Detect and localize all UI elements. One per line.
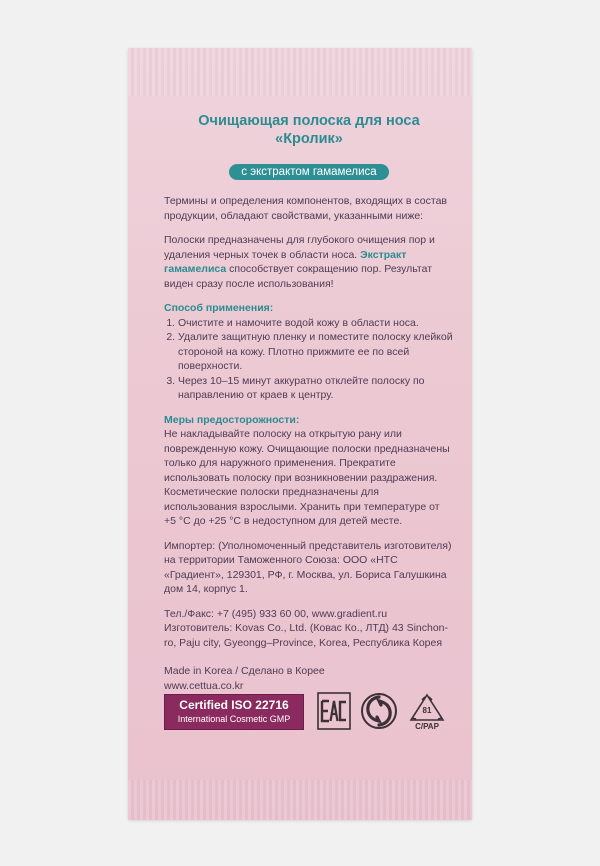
title-line-2: «Кролик» [275, 131, 343, 147]
description-highlight: Экстракт гамамелиса [164, 248, 407, 275]
bottom-seal [128, 780, 472, 820]
iso-main-text: Certified ISO 22716 [179, 698, 289, 712]
usage-heading: Способ применения: [164, 302, 274, 314]
pap-label: C/PAP [415, 722, 439, 731]
product-title [164, 112, 454, 148]
precautions-heading: Меры предосторожности: [164, 413, 300, 426]
usage-steps [164, 316, 454, 403]
made-in-text: Made in Korea / Сделано в Корее [164, 665, 325, 677]
badge-wrap [164, 162, 454, 180]
iso-badge [164, 694, 304, 730]
eac-mark-icon [317, 692, 351, 730]
label-content [164, 112, 454, 693]
description [164, 233, 454, 291]
iso-sub-text: International Cosmetic GMP [177, 714, 291, 724]
extract-badge: с экстрактом гамамелиса [229, 164, 388, 180]
usage-step: 1. Очистите и намочите водой кожу в области носа. [178, 316, 454, 331]
description-text-2: способствует сокращению пор. Результат виден сразу после использования! [164, 263, 433, 290]
pap-recycling-mark [405, 692, 449, 734]
pap-number: 81 [422, 706, 432, 715]
green-dot-icon [360, 692, 398, 730]
sachet [128, 48, 472, 820]
description-text-1: Полоски предназначены для глубокого очищения пор и удаления черных точек в области носа. [164, 234, 435, 261]
top-seal [128, 48, 472, 96]
title-line-1: Очищающая полоска для носа [198, 113, 420, 129]
intro-text: Термины и определения компонентов, входящих в состав продукции, обладают свойствами, указанными ниже: [164, 195, 447, 222]
importer-text: Импортер: (Уполномоченный представитель изготовителя) на территории Таможенного Союза: ООО «НТС «Градиент», 129301, РФ, г. Москва, ул. Бориса Галушкина дом 14, корпус 1. [164, 539, 452, 595]
precautions-text: Не накладывайте полоску на открытую рану или поврежденную кожу. Очищающие полоски предназначены только для наружного применения. Прекратите использовать полоску при возникновении раздражения. Косметические полоски предназначены для использования взрослыми. Хранить при температуре от +5 °С до +25 °С в недоступном для детей месте. [164, 428, 450, 527]
usage-step: 2. Удалите защитную пленку и поместите полоску клейкой стороной на кожу. Плотно прижмите ее по всей поверхности. [178, 330, 454, 374]
contacts-text: Тел./Факс: +7 (495) 933 60 00, www.gradient.ru Изготовитель: Kovas Co., Ltd. (Ковас Ко., ЛТД) 43 Sinchon-ro, Paju city, Gyeongg–Province, Korea, Республика Корея [164, 607, 449, 649]
certification-row [164, 692, 454, 742]
website-text: www.cettua.co.kr [164, 679, 244, 692]
usage-step: 3. Через 10–15 минут аккуратно отклейте полоску по направлению от краев к центру. [178, 374, 454, 403]
